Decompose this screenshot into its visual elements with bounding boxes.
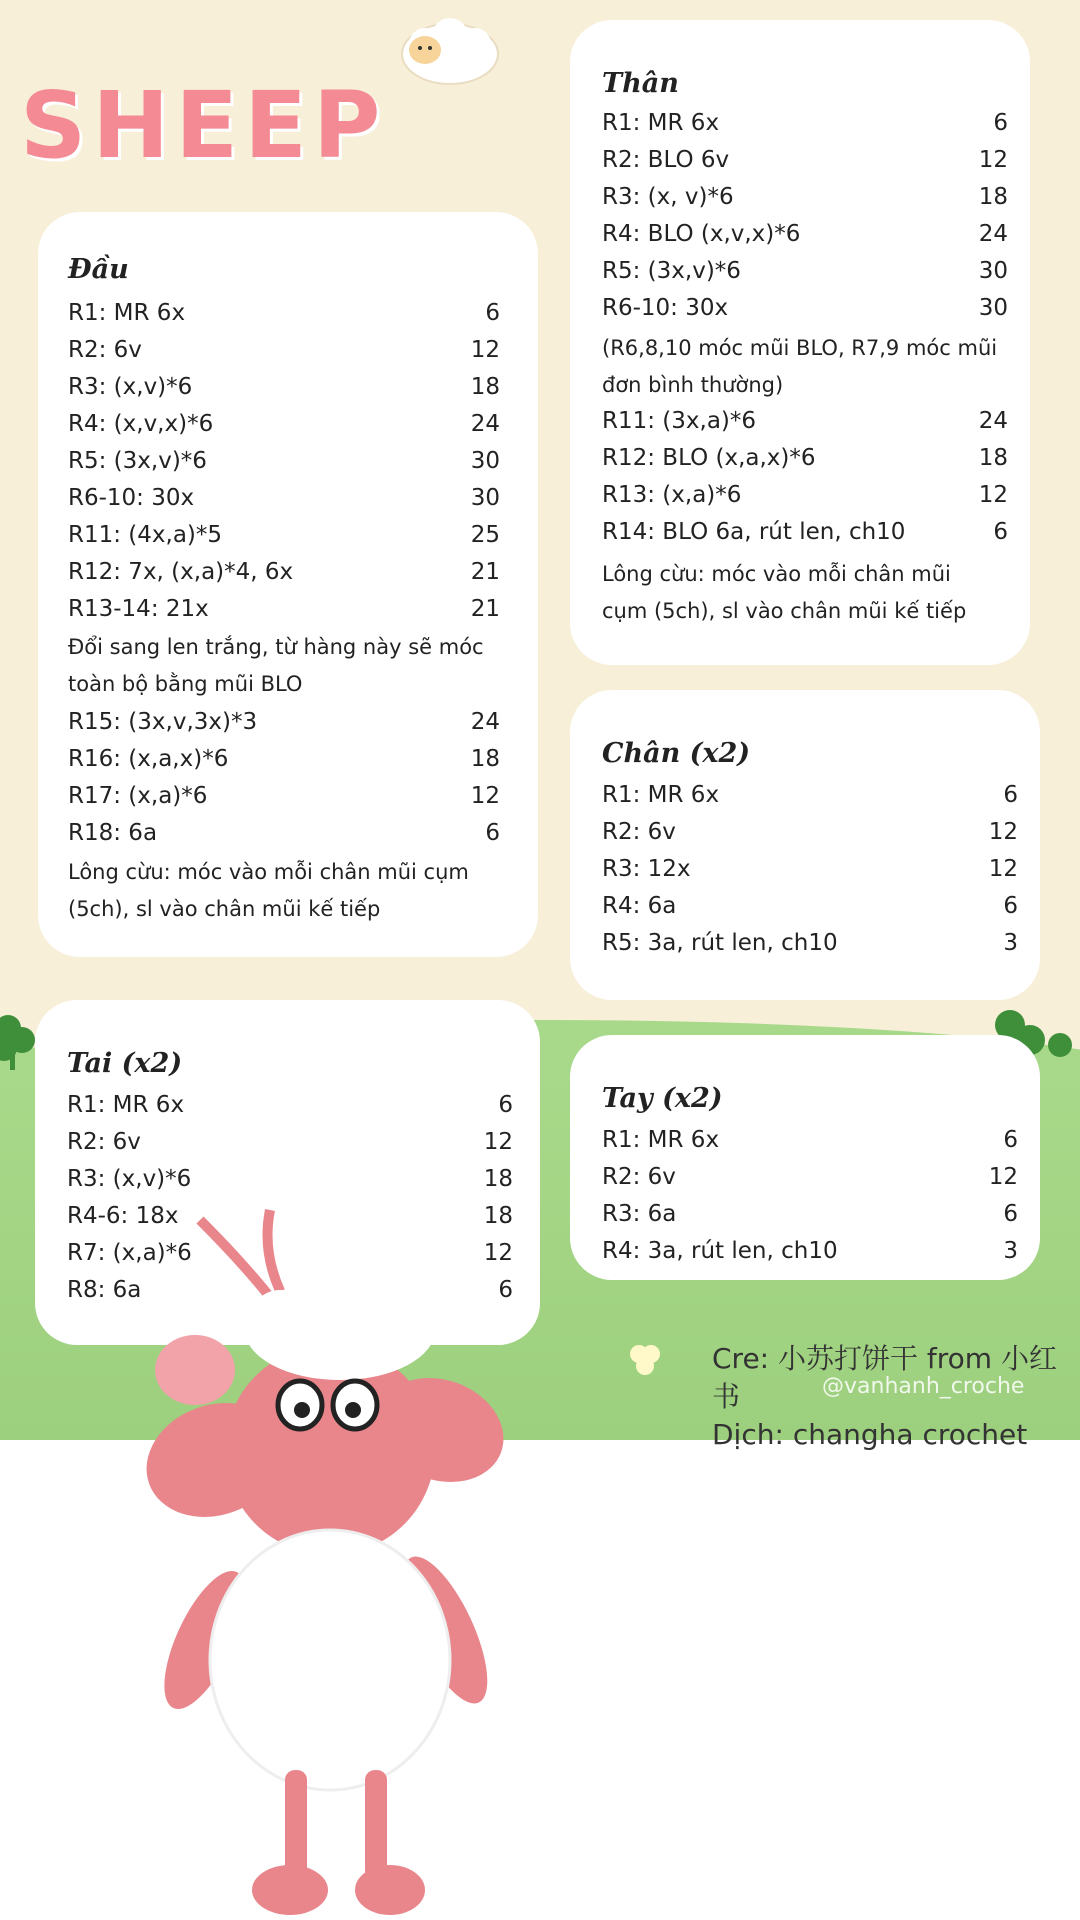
section-note: Lông cừu: móc vào mỗi chân mũi cụm (5ch), sl vào chân mũi kế tiếp — [602, 562, 967, 623]
clover-icon — [0, 1010, 40, 1070]
card-ears: Tai (x2) R1: MR 6x 6 R2: 6v 12 R3: (x,v)*6 18 R4-6: 18x 18 R7: (x,a)*6 12 R8: 6a 6 — [35, 1000, 540, 1345]
section-note: (R6,8,10 móc mũi BLO, R7,9 móc mũi đơn bình thường) — [602, 336, 998, 397]
section-title-ears: Tai (x2) — [67, 1048, 183, 1079]
section-title-arms: Tay (x2) — [602, 1083, 723, 1114]
section-title-legs: Chân (x2) — [602, 738, 751, 769]
card-body: Thân R1: MR 6x 6 R2: BLO 6v 12 R3: (x, v)*6 18 R4: BLO (x,v,x)*6 24 R5: (3x,v)*6 30 R6-10: 30x 30 (R6,8,10 móc mũi BLO, R7,9 móc mũi đơn bình thường) R11: (3x,a)*6 24 R12: BLO (x,a,x)*6 18 R13: (x,a)*6 12 R14: BLO 6a, rút len, ch10 6 Lông cừu: móc vào mỗi chân mũi cụm (5ch), sl vào chân mũi kế tiếp — [570, 20, 1030, 665]
section-note: Đổi sang len trắng, từ hàng này sẽ móc toàn bộ bằng mũi BLO — [68, 635, 484, 696]
credit-source: Cre: 小苏打饼干 from 小红书 — [712, 1342, 1057, 1413]
page-title: SHEEP — [20, 72, 387, 179]
card-head: Đầu R1: MR 6x 6 R2: 6v 12 R3: (x,v)*6 18 R4: (x,v,x)*6 24 R5: (3x,v)*6 30 R6-10: 30x 30 R11: (4x,a)*5 25 R12: 7x, (x,a)*4, 6x 21 R13-14: 21x 21 Đổi sang len trắng, từ hàng này sẽ móc toàn bộ bằng mũi BLO R15: (3x,v,3x)*3 24 R16: (x,a,x)*6 18 R17: (x,a)*6 12 R18: 6a 6 Lông cừu: móc vào mỗi chân mũi cụm (5ch), sl vào chân mũi kế tiếp — [38, 212, 538, 957]
section-title-body: Thân — [602, 68, 679, 99]
card-legs: Chân (x2) R1: MR 6x 6 R2: 6v 12 R3: 12x 12 R4: 6a 6 R5: 3a, rút len, ch10 3 — [570, 690, 1040, 1000]
credit-translator: Dịch: changha crochet — [712, 1418, 1028, 1451]
sheep-doll-image — [140, 1200, 600, 1920]
card-arms: Tay (x2) R1: MR 6x 6 R2: 6v 12 R3: 6a 6 R4: 3a, rút len, ch10 3 — [570, 1035, 1040, 1280]
watermark: @vanhanh_croche — [822, 1374, 1025, 1399]
section-title-head: Đầu — [68, 254, 129, 285]
sparkle-icon — [625, 1340, 665, 1380]
sheep-cloud-icon — [395, 14, 505, 94]
section-note: Lông cừu: móc vào mỗi chân mũi cụm (5ch), sl vào chân mũi kế tiếp — [68, 860, 469, 921]
